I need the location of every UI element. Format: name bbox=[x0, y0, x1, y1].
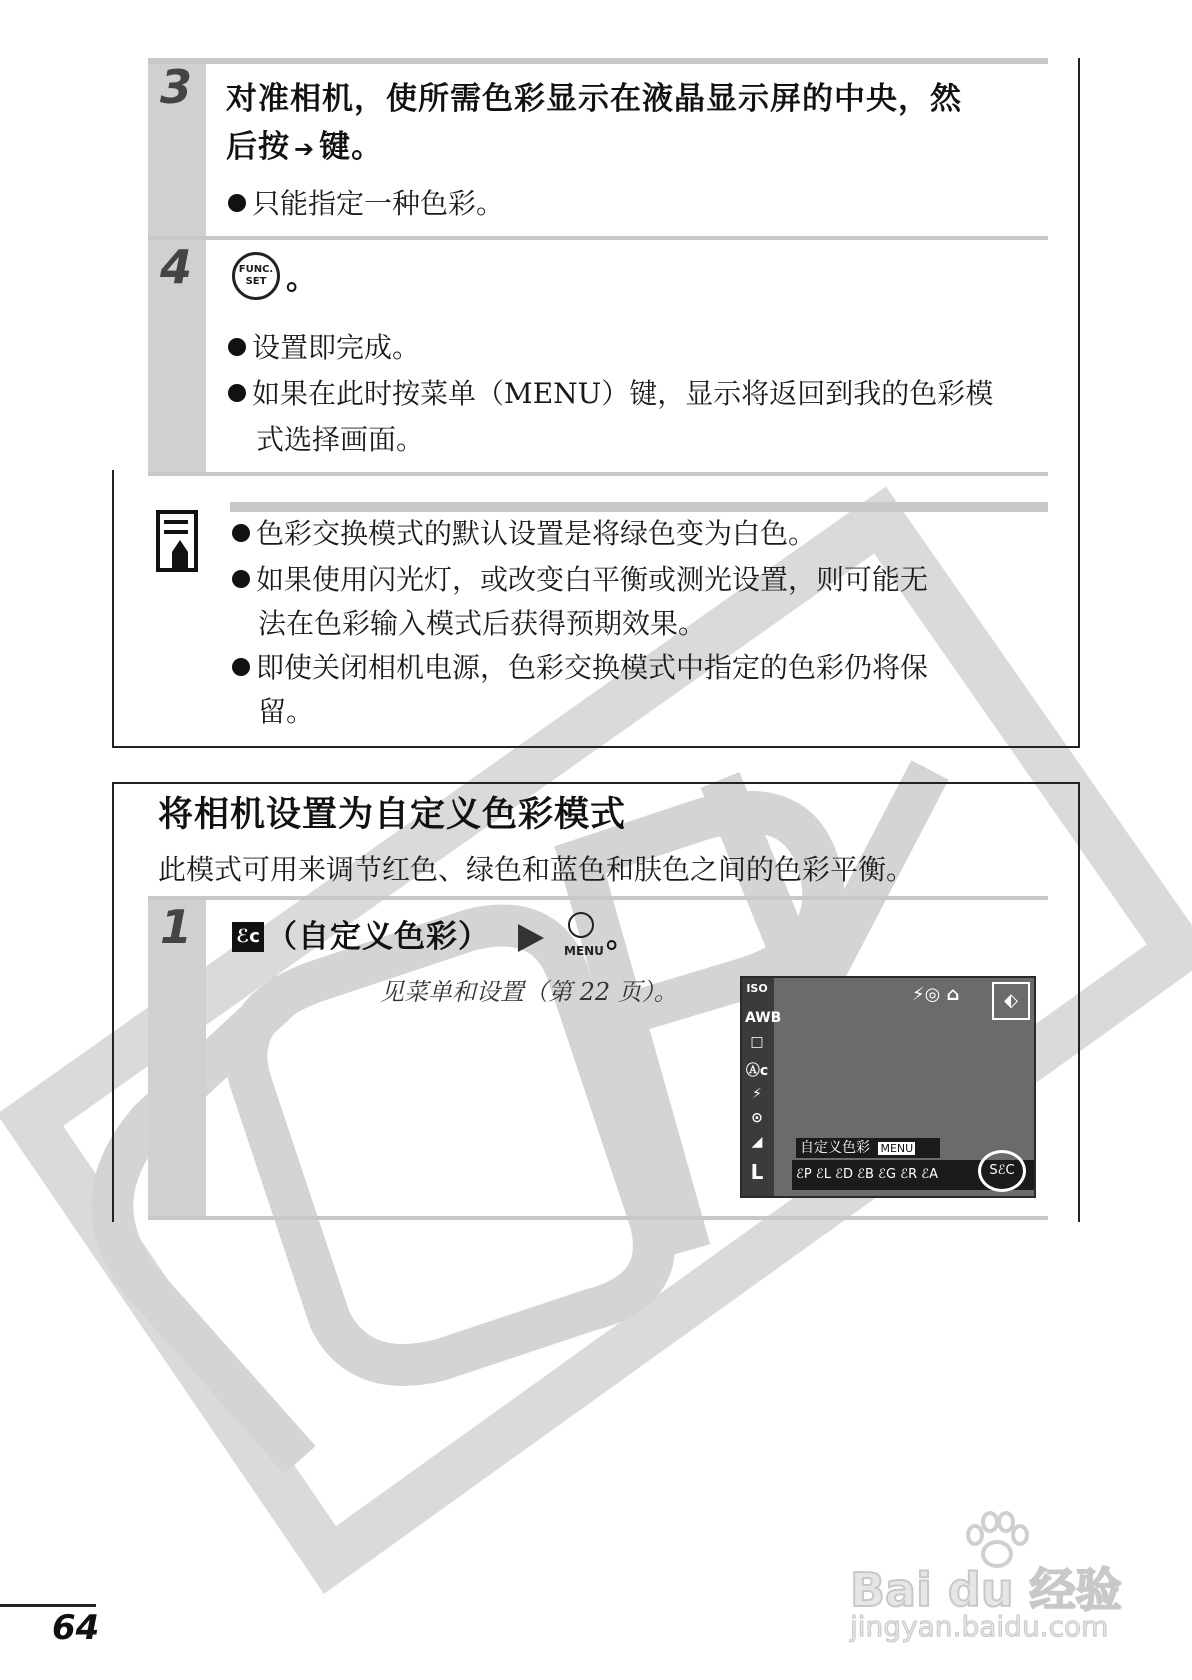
step3-number: 3 bbox=[160, 60, 193, 114]
section2-description: 此模式可用来调节红色、绿色和蓝色和肤色之间的色彩平衡。 bbox=[158, 853, 915, 886]
section2-left-border bbox=[112, 782, 114, 1222]
section2-step1-top-rule bbox=[148, 896, 1048, 900]
section2-step1-suffix: 。 bbox=[606, 919, 638, 955]
step4-heading-suffix: 。 bbox=[286, 261, 318, 297]
metering-icon: ⊙ bbox=[751, 1110, 763, 1126]
bullet-icon bbox=[228, 194, 246, 212]
bullet-icon bbox=[228, 338, 246, 356]
step3-top-rule bbox=[148, 58, 1048, 64]
step4-bottom-rule bbox=[148, 472, 1048, 476]
bullet-icon bbox=[232, 570, 250, 588]
step3-bullet-1: 只能指定一种色彩。 bbox=[228, 182, 504, 226]
right-arrow-icon: ➔ bbox=[294, 135, 316, 163]
step4-bullet-2-cont: 式选择画面。 bbox=[256, 423, 425, 456]
bullet-icon bbox=[232, 658, 250, 676]
drive-mode-icon: □ bbox=[750, 1034, 764, 1050]
top-box-left-border bbox=[112, 470, 114, 748]
section2-title: 将相机设置为自定义色彩模式 bbox=[158, 795, 627, 835]
iso-icon: ISO bbox=[746, 982, 768, 995]
page-number: 64 bbox=[52, 1608, 100, 1648]
note-bullet-2-cont: 法在色彩输入模式后获得预期效果。 bbox=[258, 607, 707, 640]
section2-right-border bbox=[1078, 782, 1080, 1222]
note-top-rule bbox=[230, 502, 1048, 512]
play-arrow-icon bbox=[518, 924, 544, 952]
menu-settings-reference: 见菜单和设置（第 22 页）。 bbox=[380, 978, 678, 1006]
baidu-url: jingyan.baidu.com bbox=[850, 1610, 1109, 1643]
step4-number: 4 bbox=[160, 240, 193, 294]
func-set-button-icon: FUNC. SET bbox=[232, 252, 280, 300]
lcd-mode-name-bar: 自定义色彩 MENU bbox=[796, 1138, 940, 1158]
custom-color-mode-icon: ℰc bbox=[232, 922, 264, 952]
lcd-mode-icon: ⬖ bbox=[992, 982, 1030, 1020]
step4-bullet-1: 设置即完成。 bbox=[228, 326, 420, 370]
camera-lcd-screen bbox=[740, 976, 1036, 1198]
custom-color-icon: Ⓐc bbox=[745, 1063, 769, 1079]
compression-icon: ◢ bbox=[751, 1134, 763, 1150]
note-bullet-2: 如果使用闪光灯，或改变白平衡或测光设置，则可能无 bbox=[232, 558, 928, 602]
note-bullet-3-cont: 留。 bbox=[258, 695, 315, 728]
menu-button-icon bbox=[568, 912, 594, 938]
step4-top-rule bbox=[148, 236, 1048, 240]
step3-heading-line2: 后按 ➔ 键。 bbox=[226, 129, 384, 165]
note-bullet-1: 色彩交换模式的默认设置是将绿色变为白色。 bbox=[232, 512, 816, 556]
section2-step1-mode-label: （自定义色彩） bbox=[266, 919, 490, 955]
note-icon bbox=[156, 510, 202, 576]
bullet-icon bbox=[232, 524, 250, 542]
top-box-right-border bbox=[1078, 58, 1080, 748]
section2-step1-number: 1 bbox=[160, 900, 193, 954]
menu-button-label: MENU bbox=[564, 944, 604, 958]
lcd-status-icons: ⚡◎ ⌂ bbox=[912, 984, 960, 1005]
flash-icon: ⚡ bbox=[752, 1086, 762, 1102]
awb-icon: AWB bbox=[745, 1010, 782, 1026]
step3-heading-line1: 对准相机，使所需色彩显示在液晶显示屏的中央，然 bbox=[226, 81, 962, 117]
lcd-selected-mode-circle: SℰC bbox=[978, 1150, 1026, 1192]
bullet-icon bbox=[228, 384, 246, 402]
note-bullet-3: 即使关闭相机电源，色彩交换模式中指定的色彩仍将保 bbox=[232, 646, 928, 690]
lcd-color-mode-strip: ℰP ℰL ℰD ℰB ℰG ℰR ℰA bbox=[792, 1160, 1034, 1190]
page-number-rule bbox=[0, 1604, 96, 1607]
section2-step1-bottom-rule bbox=[148, 1216, 1048, 1220]
top-box-bottom-border bbox=[112, 746, 1080, 748]
section2-top-border bbox=[112, 782, 1080, 784]
resolution-icon: L bbox=[750, 1160, 764, 1184]
baidu-watermark bbox=[850, 1510, 1150, 1650]
step4-bullet-2: 如果在此时按菜单（MENU）键，显示将返回到我的色彩模 bbox=[228, 372, 993, 416]
lcd-left-icon-bar bbox=[742, 978, 782, 1196]
baidu-brand: Bai du 经验 bbox=[850, 1563, 1122, 1617]
